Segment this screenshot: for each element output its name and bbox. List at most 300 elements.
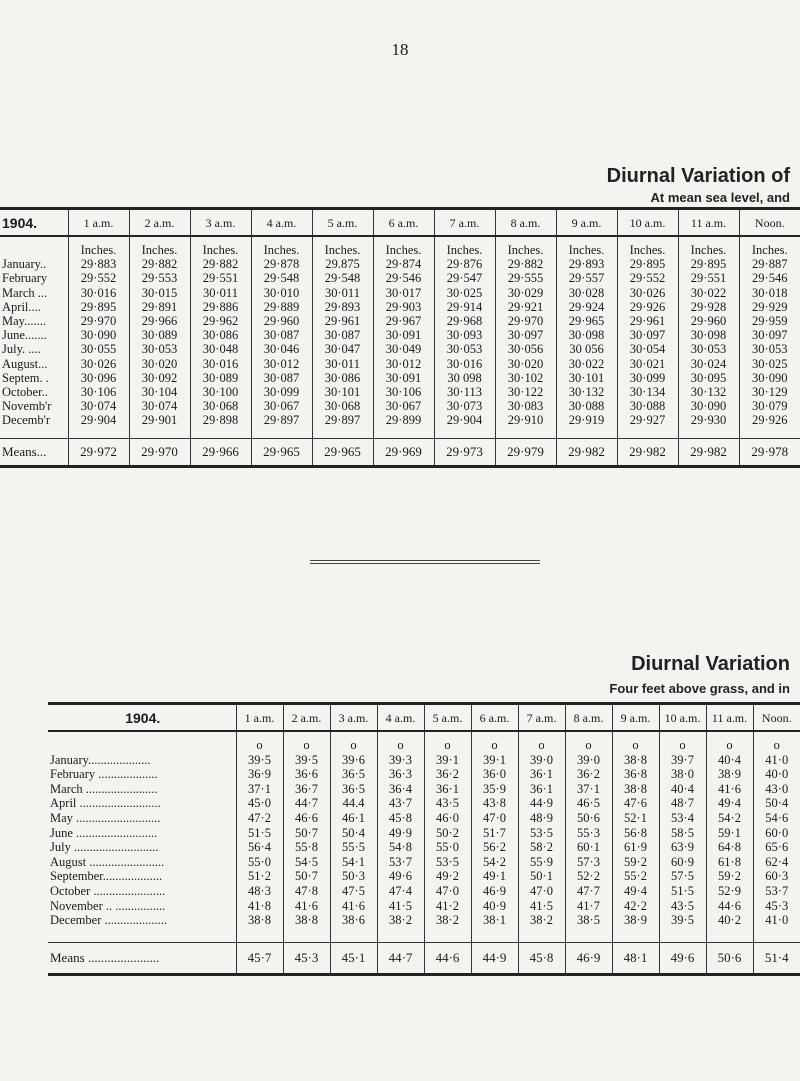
value-cell: 47·0 [518, 884, 565, 899]
value-cell: 30·046 [251, 342, 312, 356]
unit-cell: o [283, 731, 330, 753]
spacer-row [0, 428, 800, 439]
value-cell: 44·6 [706, 899, 753, 914]
column-header: 2 a.m. [129, 209, 190, 237]
value-cell: 46·0 [424, 811, 471, 826]
value-cell: 47·6 [612, 796, 659, 811]
value-cell: 30·073 [434, 399, 495, 413]
value-cell: 30·067 [251, 399, 312, 413]
month-label: July. .... [0, 342, 68, 356]
value-cell: 30·091 [373, 371, 434, 385]
value-cell: 30·016 [434, 357, 495, 371]
means-value: 51·4 [753, 943, 800, 975]
value-cell: 49·4 [612, 884, 659, 899]
value-cell: 60·1 [565, 840, 612, 855]
unit-cell: Inches. [373, 236, 434, 257]
value-cell: 38·2 [518, 913, 565, 928]
value-cell: 30·049 [373, 342, 434, 356]
month-label: June....... [0, 328, 68, 342]
value-cell: 41·7 [565, 899, 612, 914]
means-value: 29·982 [556, 438, 617, 466]
value-cell: 30·086 [190, 328, 251, 342]
value-cell: 49·1 [471, 869, 518, 884]
value-cell: 30·106 [373, 385, 434, 399]
value-cell: 30·011 [312, 357, 373, 371]
value-cell: 50·4 [330, 826, 377, 841]
value-cell: 29·919 [556, 413, 617, 427]
means-value: 44·6 [424, 943, 471, 975]
value-cell: 30·068 [312, 399, 373, 413]
means-value: 29·965 [312, 438, 373, 466]
value-cell: 30·029 [495, 286, 556, 300]
table-row [48, 767, 800, 782]
value-cell: 30·088 [617, 399, 678, 413]
unit-cell: Inches. [556, 236, 617, 257]
spacer-cell [518, 928, 565, 943]
spacer-cell [617, 428, 678, 439]
value-cell: 29·967 [373, 314, 434, 328]
value-cell: 29·904 [434, 413, 495, 427]
spacer-cell [48, 928, 236, 943]
month-label: January.................... [48, 753, 236, 768]
spacer-cell [424, 928, 471, 943]
value-cell: 29·970 [68, 314, 129, 328]
value-cell: 30·090 [752, 370, 788, 385]
value-cell: 29·882 [190, 257, 251, 271]
value-cell: 36·1 [424, 782, 471, 797]
value-cell: 39·5 [283, 753, 330, 768]
value-cell: 55·5 [330, 840, 377, 855]
value-cell: 41·5 [518, 899, 565, 914]
value-cell: 47·4 [377, 884, 424, 899]
value-cell: 55·0 [424, 840, 471, 855]
value-cell: 50·4 [765, 796, 789, 811]
unit-row [0, 236, 800, 257]
value-cell: 36·1 [518, 782, 565, 797]
column-header: 9 a.m. [556, 209, 617, 237]
value-cell: 49·2 [424, 869, 471, 884]
value-cell: 48·3 [236, 884, 283, 899]
value-cell: 61·8 [706, 855, 753, 870]
value-cell: 29·927 [617, 413, 678, 427]
value-cell: 29·926 [752, 413, 788, 428]
table-row [48, 811, 800, 826]
value-cell: 41·6 [330, 899, 377, 914]
value-cell: 55·2 [612, 869, 659, 884]
value-cell: 29·546 [752, 271, 788, 286]
table-row [0, 257, 800, 271]
value-cell: 30·053 [129, 342, 190, 356]
value-cell: 30·088 [556, 399, 617, 413]
unit-cell: o [236, 731, 283, 753]
value-cell: 29·910 [495, 413, 556, 427]
column-header: 4 a.m. [377, 704, 424, 732]
value-cell: 30·016 [68, 286, 129, 300]
value-cell: 45·8 [377, 811, 424, 826]
value-cell: 30·067 [373, 399, 434, 413]
value-cell: 59·2 [612, 855, 659, 870]
means-row [0, 438, 800, 466]
value-cell: 50·1 [518, 869, 565, 884]
means-value: 45·8 [518, 943, 565, 975]
value-cell: 29·966 [129, 314, 190, 328]
value-cell: 29·970 [495, 314, 556, 328]
value-cell: 29·968 [434, 314, 495, 328]
value-cell: 45·3 [765, 898, 789, 913]
spacer-cell [190, 428, 251, 439]
month-label: April.... [0, 300, 68, 314]
value-cell: 60·0 [765, 825, 789, 840]
column-header: 8 a.m. [495, 209, 556, 237]
value-cell: 29·882 [495, 257, 556, 271]
value-cell: 55·9 [518, 855, 565, 870]
value-cell: 38·8 [236, 913, 283, 928]
value-cell: 46·6 [283, 811, 330, 826]
value-cell: 30·101 [312, 385, 373, 399]
section-separator [310, 560, 540, 566]
value-cell: 30·089 [190, 371, 251, 385]
value-cell: 30·087 [251, 328, 312, 342]
value-cell: 29·553 [129, 271, 190, 285]
value-cell: 40·0 [765, 767, 789, 782]
value-cell: 44.4 [330, 796, 377, 811]
unit-cell: Inches. [751, 243, 788, 257]
value-cell: 30·089 [129, 328, 190, 342]
column-header: 10 a.m. [659, 704, 706, 732]
spacer-cell [283, 928, 330, 943]
table-row [0, 286, 800, 300]
value-cell: 55·8 [283, 840, 330, 855]
value-cell: 62·4 [765, 854, 789, 869]
column-header: Noon. [753, 704, 800, 732]
table-row [48, 899, 800, 914]
value-cell: 41·2 [424, 899, 471, 914]
month-label: Novemb'r [0, 399, 68, 413]
value-cell: 30·113 [434, 385, 495, 399]
table-row [0, 342, 800, 356]
table-row [0, 271, 800, 285]
value-cell: 30·087 [312, 328, 373, 342]
value-cell: 30·022 [678, 286, 739, 300]
month-label: February [0, 271, 68, 285]
value-cell: 29·874 [373, 257, 434, 271]
value-cell: 30·068 [190, 399, 251, 413]
value-cell: 30·091 [373, 328, 434, 342]
value-cell: 29·899 [373, 413, 434, 427]
table1-title: Diurnal Variation of [606, 165, 790, 187]
value-cell: 30·086 [312, 371, 373, 385]
unit-cell: o [565, 731, 612, 753]
separator-line [310, 560, 540, 561]
value-cell: 47·2 [236, 811, 283, 826]
value-cell: 29·924 [556, 300, 617, 314]
table-row [0, 371, 800, 385]
means-label: Means ...................... [48, 943, 236, 975]
unit-cell: Inches. [495, 236, 556, 257]
spacer-cell [434, 428, 495, 439]
value-cell: 38·1 [471, 913, 518, 928]
value-cell: 36·3 [377, 767, 424, 782]
value-cell: 30·021 [617, 357, 678, 371]
value-cell: 58·2 [518, 840, 565, 855]
value-cell: 59·2 [706, 869, 753, 884]
table-row [48, 869, 800, 884]
value-cell: 43·7 [377, 796, 424, 811]
unit-cell: Inches. [129, 236, 190, 257]
value-cell: 29·551 [190, 271, 251, 285]
value-cell: 43·5 [659, 899, 706, 914]
value-cell: 41·5 [377, 899, 424, 914]
month-label: Decemb'r [0, 413, 68, 427]
value-cell: 29·901 [129, 413, 190, 427]
value-cell: 57·5 [659, 869, 706, 884]
value-cell: 29·886 [190, 300, 251, 314]
spacer-cell [753, 928, 800, 943]
spacer-cell [68, 428, 129, 439]
table-row [48, 782, 800, 797]
temperature-table-body [48, 731, 800, 975]
means-value: 29·973 [434, 438, 495, 466]
value-cell: 41·8 [236, 899, 283, 914]
spacer-cell [330, 928, 377, 943]
unit-cell: o [773, 738, 780, 752]
value-cell: 51·7 [471, 826, 518, 841]
value-cell: 30·028 [556, 286, 617, 300]
table-row [48, 884, 800, 899]
value-cell: 60·9 [659, 855, 706, 870]
value-cell: 29·555 [495, 271, 556, 285]
value-cell: 30·079 [752, 399, 788, 414]
value-cell: 29·548 [251, 271, 312, 285]
value-cell: 36·4 [377, 782, 424, 797]
value-cell: 30·129 [752, 385, 788, 400]
table-row [0, 300, 800, 314]
means-value: 29·965 [251, 438, 312, 466]
means-label: Means... [0, 438, 68, 466]
value-cell: 39·1 [424, 753, 471, 768]
value-cell: 43·5 [424, 796, 471, 811]
table-row [0, 413, 800, 427]
unit-cell: o [330, 731, 377, 753]
value-cell: 29·548 [312, 271, 373, 285]
value-cell: 29·557 [556, 271, 617, 285]
value-cell: 30·025 [752, 356, 788, 371]
value-cell: 64·8 [706, 840, 753, 855]
value-cell: 36·7 [283, 782, 330, 797]
means-value: 29·979 [495, 438, 556, 466]
value-cell: 41·0 [765, 752, 789, 767]
means-value: 29·982 [617, 438, 678, 466]
spacer-cell [706, 928, 753, 943]
column-header: 6 a.m. [373, 209, 434, 237]
value-cell: 39·3 [377, 753, 424, 768]
value-cell: 29·904 [68, 413, 129, 427]
value-cell: 29·893 [312, 300, 373, 314]
value-cell: 40·9 [471, 899, 518, 914]
value-cell: 30·099 [617, 371, 678, 385]
value-cell: 29·552 [68, 271, 129, 285]
value-cell: 38·9 [706, 767, 753, 782]
value-cell: 30·090 [68, 328, 129, 342]
unit-cell: o [706, 731, 753, 753]
value-cell: 29·547 [434, 271, 495, 285]
value-cell: 65·6 [765, 840, 789, 855]
value-cell: 30·022 [556, 357, 617, 371]
column-header: 10 a.m. [617, 209, 678, 237]
value-cell: 30·132 [556, 385, 617, 399]
means-value: 29·978 [739, 438, 800, 466]
column-header: 5 a.m. [312, 209, 373, 237]
value-cell: 40·4 [659, 782, 706, 797]
column-header: 11 a.m. [706, 704, 753, 732]
value-cell: 30·122 [495, 385, 556, 399]
value-cell: 44·9 [518, 796, 565, 811]
unit-label-cell [48, 731, 236, 753]
value-cell: 29·878 [251, 257, 312, 271]
table2-subtitle: Four feet above grass, and in [609, 681, 790, 696]
value-cell: 30·012 [373, 357, 434, 371]
means-value: 29·972 [68, 438, 129, 466]
year-header: 1904. [0, 209, 68, 237]
table-row [48, 826, 800, 841]
month-label: October.. [0, 385, 68, 399]
value-cell: 30·020 [129, 357, 190, 371]
means-value: 44·9 [471, 943, 518, 975]
value-cell: 30·053 [752, 342, 788, 357]
value-cell: 52·2 [565, 869, 612, 884]
spacer-cell [612, 928, 659, 943]
month-label: May ........................... [48, 811, 236, 826]
value-cell: 39·1 [471, 753, 518, 768]
value-cell: 29·903 [373, 300, 434, 314]
value-cell: 61·9 [612, 840, 659, 855]
value-cell: 38·6 [330, 913, 377, 928]
column-header: 7 a.m. [434, 209, 495, 237]
value-cell: 54·6 [765, 810, 789, 825]
temperature-table-grid [48, 702, 800, 976]
table-row [48, 796, 800, 811]
value-cell: 50·7 [283, 826, 330, 841]
value-cell: 40·2 [706, 913, 753, 928]
column-header: 3 a.m. [330, 704, 377, 732]
value-cell: 29·552 [617, 271, 678, 285]
value-cell: 29·914 [434, 300, 495, 314]
value-cell: 47·8 [283, 884, 330, 899]
value-cell: 54·2 [706, 811, 753, 826]
separator-line [310, 563, 540, 564]
month-label: Septem. . [0, 371, 68, 385]
value-cell: 38·5 [565, 913, 612, 928]
value-cell: 30·011 [190, 286, 251, 300]
value-cell: 29·883 [68, 257, 129, 271]
value-cell: 36·1 [518, 767, 565, 782]
value-cell: 30·010 [251, 286, 312, 300]
value-cell: 30·025 [434, 286, 495, 300]
value-cell: 36·9 [236, 767, 283, 782]
month-label: December .................... [48, 913, 236, 928]
spacer-cell [129, 428, 190, 439]
value-cell: 48·7 [659, 796, 706, 811]
value-cell: 36·5 [330, 767, 377, 782]
table1-subtitle: At mean sea level, and [650, 190, 790, 205]
value-cell: 35·9 [471, 782, 518, 797]
value-cell: 29·895 [68, 300, 129, 314]
value-cell: 56·4 [236, 840, 283, 855]
value-cell: 38·0 [659, 767, 706, 782]
value-cell: 30·102 [495, 371, 556, 385]
value-cell: 39·7 [659, 753, 706, 768]
value-cell: 29·961 [617, 314, 678, 328]
value-cell: 30·099 [251, 385, 312, 399]
value-cell: 30·132 [678, 385, 739, 399]
month-label: May....... [0, 314, 68, 328]
value-cell: 29·929 [752, 299, 788, 314]
value-cell: 29·897 [312, 413, 373, 427]
table-row [0, 357, 800, 371]
value-cell: 29·960 [678, 314, 739, 328]
value-cell: 30·047 [312, 342, 373, 356]
value-cell: 50·2 [424, 826, 471, 841]
value-cell: 51·2 [236, 869, 283, 884]
value-cell: 50·6 [565, 811, 612, 826]
value-cell: 47·7 [565, 884, 612, 899]
value-cell: 30·095 [678, 371, 739, 385]
value-cell: 53·7 [765, 883, 789, 898]
value-cell: 29·891 [129, 300, 190, 314]
value-cell: 30·048 [190, 342, 251, 356]
month-label: June .......................... [48, 826, 236, 841]
unit-cell: Inches. [617, 236, 678, 257]
means-row [48, 943, 800, 975]
month-label: July ........................... [48, 840, 236, 855]
unit-cell: o [471, 731, 518, 753]
unit-cell: Inches. [190, 236, 251, 257]
value-cell: 30·096 [68, 371, 129, 385]
value-cell: 43·0 [765, 781, 789, 796]
value-cell: 30·053 [678, 342, 739, 356]
means-value: 45·7 [236, 943, 283, 975]
value-cell: 52·1 [612, 811, 659, 826]
value-cell: 30·074 [68, 399, 129, 413]
value-cell: 30·054 [617, 342, 678, 356]
value-cell: 47·5 [330, 884, 377, 899]
value-cell: 37·1 [236, 782, 283, 797]
column-header: 11 a.m. [678, 209, 739, 237]
value-cell: 38·8 [612, 753, 659, 768]
value-cell: 40·4 [706, 753, 753, 768]
value-cell: 29·546 [373, 271, 434, 285]
table-row [0, 314, 800, 328]
column-header: 2 a.m. [283, 704, 330, 732]
unit-cell: o [377, 731, 424, 753]
means-value: 50·6 [706, 943, 753, 975]
value-cell: 29·926 [617, 300, 678, 314]
value-cell: 38·2 [424, 913, 471, 928]
temperature-table-header [48, 704, 800, 732]
value-cell: 49·9 [377, 826, 424, 841]
value-cell: 51·5 [236, 826, 283, 841]
spacer-cell [739, 428, 800, 439]
value-cell: 30·097 [495, 328, 556, 342]
value-cell: 29·960 [251, 314, 312, 328]
spacer-cell [312, 428, 373, 439]
value-cell: 54·8 [377, 840, 424, 855]
value-cell: 30·093 [434, 328, 495, 342]
unit-cell: Inches. [678, 236, 739, 257]
value-cell: 45·0 [236, 796, 283, 811]
value-cell: 30·097 [617, 328, 678, 342]
value-cell: 36·2 [424, 767, 471, 782]
